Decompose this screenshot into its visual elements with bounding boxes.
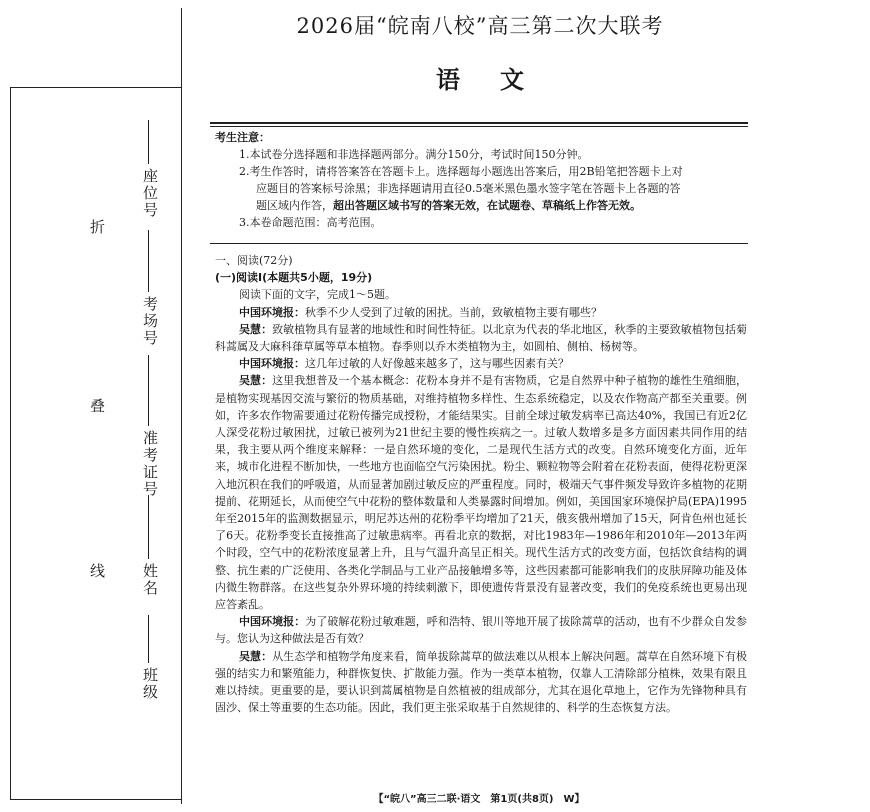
speaker-reporter: 中国环境报：: [239, 305, 305, 319]
question-2: [215, 355, 747, 372]
page-footer: 【“皖八”高三二联·语文 第1页(共8页) W】: [373, 794, 585, 805]
question-1-text: 秋季不少人受到了过敏的困扰。当前，致敏植物主要有哪些？: [305, 305, 602, 319]
binding-vertical-line: [181, 8, 182, 804]
question-2-text: 这几年过敏的人好像越来越多了，这与哪些因素有关？: [305, 357, 569, 371]
answer-3-text: 从生态学和植物学角度来看，简单拔除蒿草的做法难以从根本上解决问题。蒿草在自然环境下有极强的结实力和繁殖能力，种群恢复快、扩散能力强。作为一类草本植物，仅靠人工清除部分植株，效果有限且难以持续。更重要的是，要认识到蒿属植物是自然植被的组成部分，尤其在退化草地上，它作为先锋物种具有固沙、保土等重要的生态功能。因此，我们更主张采取基于自然规律的、科学的生态恢复方法。: [215, 649, 748, 715]
fold-char-2: 叠: [90, 397, 106, 415]
notice-top-rule-thin: [210, 126, 748, 127]
notice-bottom-rule: [210, 243, 748, 244]
question-1: [215, 304, 747, 321]
margin-box-left-line: [10, 87, 11, 799]
notice-item-2-line-3: [215, 197, 745, 214]
subject-title: 语文: [436, 65, 564, 94]
speaker-wuhui: 吴慧：: [239, 649, 273, 663]
notice-top-rule-thick: [210, 122, 748, 124]
admission-number-field[interactable]: [148, 355, 149, 426]
notice-item-1: 1.本试卷分选择题和非选择题两部分。满分150分，考试时间150分钟。: [239, 148, 589, 161]
notice-item-2-bold: 超出答题区域书写的答案无效，在试题卷、草稿纸上作答无效。: [333, 199, 641, 212]
answer-3: [215, 648, 747, 717]
notice-item-2-line-2: 应题目的答案标号涂黑；非选择题请用直径0.5毫米黑色墨水签字笔在答题卡上各题的答: [256, 182, 681, 195]
notice-item-2-line-1: 2.考生作答时，请将答案答在答题卡上。选择题每小题选出答案后，用2B铅笔把答题卡上对: [239, 165, 683, 178]
section-heading: 一、阅读(72分): [215, 254, 293, 267]
subsection-heading: (一)阅读Ⅰ(本题共5小题，19分): [215, 271, 373, 285]
candidate-notice: [215, 129, 745, 231]
answer-2-text: 这里我想普及一个基本概念：花粉本身并不是有害物质，它是自然界中种子植物的雄性生殖细胞，是植物实现基因交流与繁衍的物质基础，对维持植物多样性、生态系统稳定，以及农作物高产都至关重要。例如，许多农作物需要通过花粉传播完成授粉，才能结果实。目前全球过敏发病率已高达40%，我国已有近2亿人深受花粉过敏困扰，过敏已被列为21世纪主要的慢性疾病之一。过敏人数增多是多方面因素共同作用的结果，我主要从两个维度来解释：一是自然环境的变化，二是现代生活方式的改变。自然环境变化方面，近年来，城市化进程不断加快，一些地方也面临空气污染困扰。粉尘、颗粒物等会附着在花粉表面，使得花粉更深入地沉积在我们的呼吸道，从而显著加剧过敏反应的严重程度。同时，极端天气事件频发导致许多植物的花期提前、花期延长，从而使空气中花粉的整体数量和人类暴露时间增加。例如，美国国家环境保护局(EPA)1995年至2015年的监测数据显示，明尼苏达州的花粉季平均增加了21天，俄亥俄州增加了15天，阿肯色州也延长了6天。花粉季变长直接推高了过敏患病率。再看北京的数据，对比1983年—1986年和2010年—2013年两个时段，空气中的花粉浓度显著上升，且与气温升高呈正相关。现代生活方式的改变方面，包括饮食结构的调整、抗生素的广泛使用、各类化学制品与工业产品接触增多等，这些因素都可能影响我们的皮肤屏障功能及体内微生物群落。在这些复杂外界环境的持续刺激下，即使遗传背景没有显著改变，我们的免疫系统也更易出现应答紊乱。: [215, 374, 748, 612]
name-field[interactable]: [148, 495, 149, 559]
fold-char-3: 线: [90, 562, 106, 580]
question-3: [215, 613, 747, 647]
exam-room-label: 考场号: [141, 296, 159, 347]
answer-2: [215, 372, 747, 613]
fold-char-1: 折: [90, 218, 106, 236]
answer-1-text: 致敏植物具有显著的地域性和时间性特征。以北京为代表的华北地区，秋季的主要致敏植物包括菊科蒿属及大麻科葎草属等草本植物。春季则以乔木类植物为主，如圆柏、侧柏、杨树等。: [215, 322, 748, 354]
seat-number-label: 座位号: [141, 168, 159, 219]
notice-item-2-text: 题区域内作答，: [256, 199, 333, 212]
binding-margin: [0, 0, 190, 812]
answer-1: [215, 321, 747, 355]
name-label: 姓名: [141, 563, 159, 597]
reading-section: [215, 252, 747, 716]
admission-number-label: 准考证号: [141, 430, 159, 498]
margin-box-top-line: [10, 87, 181, 88]
speaker-reporter: 中国环境报：: [239, 615, 306, 629]
speaker-wuhui: 吴慧：: [239, 322, 273, 336]
seat-number-field[interactable]: [148, 120, 149, 164]
instruction: 阅读下面的文字，完成1～5题。: [239, 288, 396, 302]
margin-box-bottom-line: [10, 799, 181, 800]
class-label: 班级: [141, 667, 159, 701]
exam-title: 2026届“皖南八校”高三第二次大联考: [296, 14, 664, 38]
speaker-reporter: 中国环境报：: [239, 357, 305, 371]
exam-room-field[interactable]: [148, 230, 149, 292]
notice-item-3: 3.本卷命题范围：高考范围。: [239, 216, 382, 229]
question-3-text: 为了破解花粉过敏难题，呼和浩特、银川等地开展了拔除蒿草的活动，也有不少群众自发参与。您认为这种做法是否有效？: [215, 615, 748, 646]
class-field[interactable]: [148, 615, 149, 663]
notice-heading: 考生注意：: [215, 131, 270, 144]
speaker-wuhui: 吴慧：: [239, 374, 273, 388]
